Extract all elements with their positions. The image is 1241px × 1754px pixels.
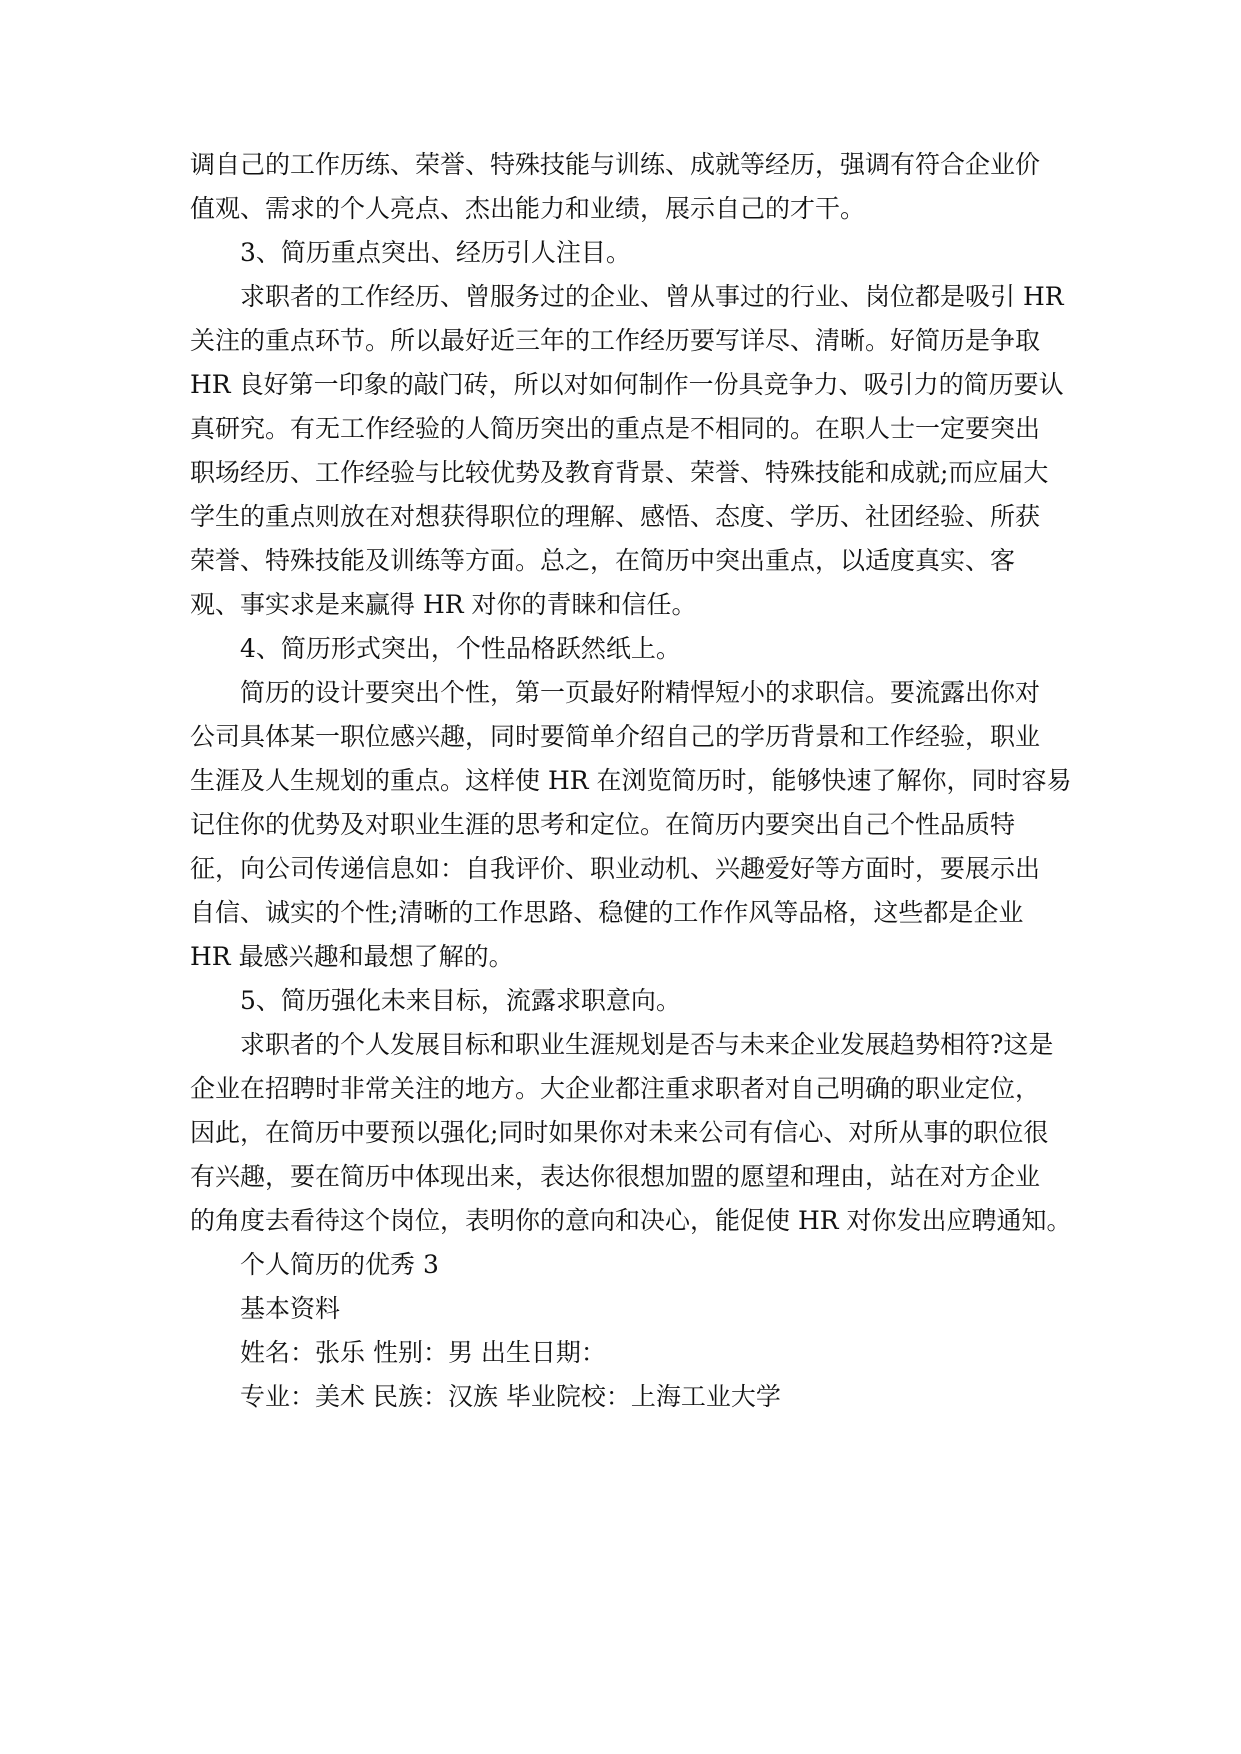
text-line: 生涯及人生规划的重点。这样使 HR 在浏览简历时，能够快速了解你，同时容易 (190, 766, 1072, 795)
text-line: HR 良好第一印象的敲门砖，所以对如何制作一份具竞争力、吸引力的简历要认 (190, 370, 1064, 399)
section-heading: 3、简历重点突出、经历引人注目。 (240, 238, 631, 267)
text-line: 学生的重点则放在对想获得职位的理解、感悟、态度、学历、社团经验、所获 (190, 502, 1041, 531)
text-line: 有兴趣，要在简历中体现出来，表达你很想加盟的愿望和理由，站在对方企业 (190, 1162, 1041, 1191)
text-line: 职场经历、工作经验与比较优势及教育背景、荣誉、特殊技能和成就;而应届大 (190, 458, 1049, 487)
text-line: 观、事实求是来赢得 HR 对你的青睐和信任。 (190, 590, 697, 619)
text-line: 求职者的个人发展目标和职业生涯规划是否与未来企业发展趋势相符?这是 (240, 1030, 1054, 1059)
text-line: 因此，在简历中要预以强化;同时如果你对未来公司有信心、对所从事的职位很 (190, 1118, 1049, 1147)
resume-title: 个人简历的优秀 3 (240, 1250, 439, 1279)
text-line: 企业在招聘时非常关注的地方。大企业都注重求职者对自己明确的职业定位， (190, 1074, 1041, 1103)
text-line: 征，向公司传递信息如：自我评价、职业动机、兴趣爱好等方面时，要展示出 (190, 854, 1041, 883)
text-line: 记住你的优势及对职业生涯的思考和定位。在简历内要突出自己个性品质特 (190, 810, 1016, 839)
text-line: 荣誉、特殊技能及训练等方面。总之，在简历中突出重点，以适度真实、客 (190, 546, 1016, 575)
text-line: 值观、需求的个人亮点、杰出能力和业绩，展示自己的才干。 (190, 194, 866, 223)
text-line: 调自己的工作历练、荣誉、特殊技能与训练、成就等经历，强调有符合企业价 (190, 150, 1041, 179)
profile-line: 姓名：张乐 性别：男 出生日期： (240, 1338, 606, 1367)
section-heading: 基本资料 (240, 1294, 341, 1323)
profile-line: 专业：美术 民族：汉族 毕业院校：上海工业大学 (240, 1382, 781, 1411)
text-line: 的角度去看待这个岗位，表明你的意向和决心，能促使 HR 对你发出应聘通知。 (190, 1206, 1072, 1235)
text-line: HR 最感兴趣和最想了解的。 (190, 942, 514, 971)
text-line: 关注的重点环节。所以最好近三年的工作经历要写详尽、清晰。好简历是争取 (190, 326, 1041, 355)
text-line: 真研究。有无工作经验的人简历突出的重点是不相同的。在职人士一定要突出 (190, 414, 1041, 443)
section-heading: 4、简历形式突出，个性品格跃然纸上。 (240, 634, 681, 663)
text-line: 求职者的工作经历、曾服务过的企业、曾从事过的行业、岗位都是吸引 HR (240, 282, 1064, 311)
text-line: 简历的设计要突出个性，第一页最好附精悍短小的求职信。要流露出你对 (240, 678, 1041, 707)
text-line: 公司具体某一职位感兴趣，同时要简单介绍自己的学历背景和工作经验，职业 (190, 722, 1041, 751)
section-heading: 5、简历强化未来目标，流露求职意向。 (240, 986, 681, 1015)
document-body (190, 143, 1070, 1419)
text-line: 自信、诚实的个性;清晰的工作思路、稳健的工作作风等品格，这些都是企业 (190, 898, 1024, 927)
